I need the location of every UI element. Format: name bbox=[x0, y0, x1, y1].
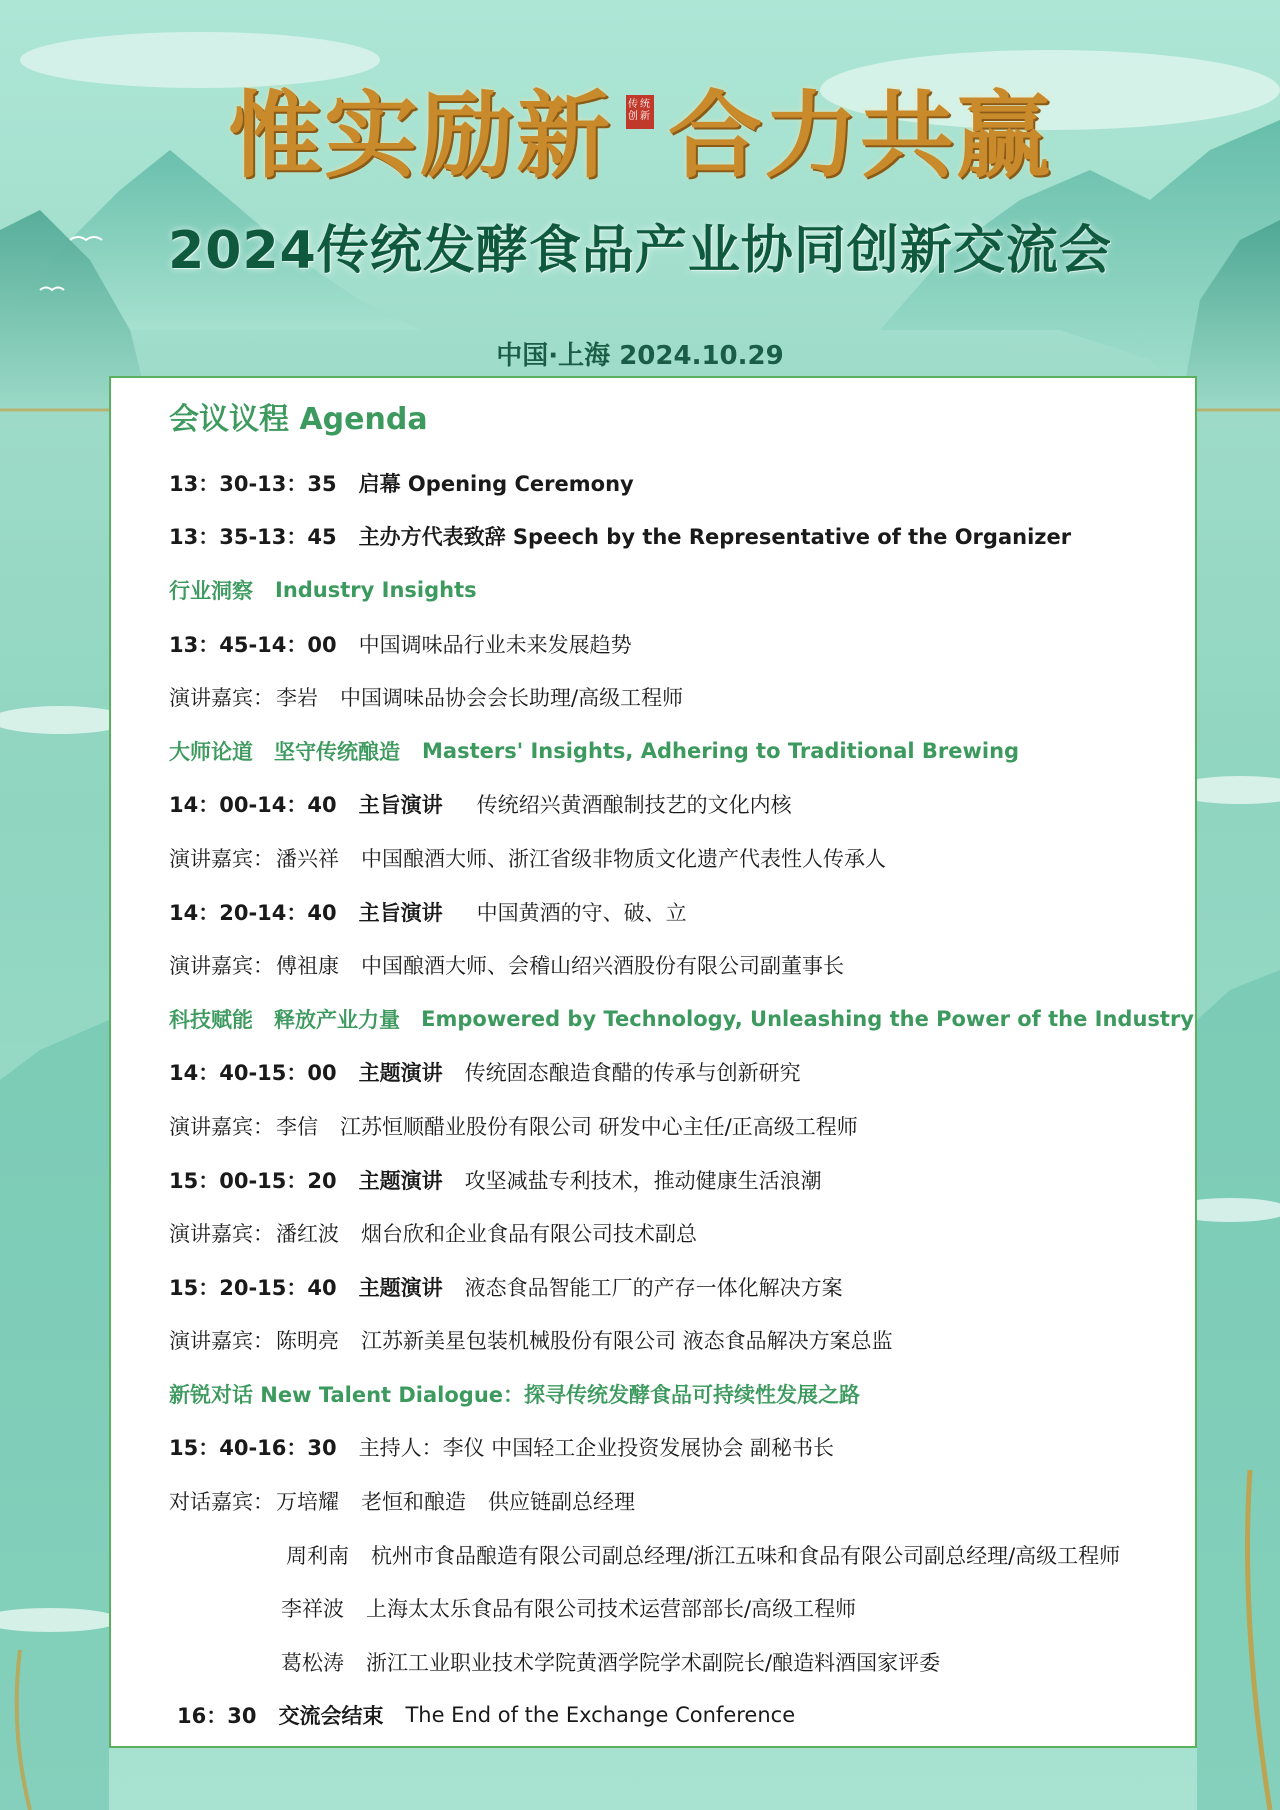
agenda-item bbox=[169, 1421, 1194, 1475]
speaker-name: 李岩 bbox=[276, 686, 318, 711]
agenda-item bbox=[169, 617, 1194, 671]
main-title: 2024传统发酵食品产业协同创新交流会 bbox=[168, 221, 1112, 281]
agenda-text: 传统绍兴黄酒酿制技艺的文化内核 bbox=[476, 793, 792, 818]
section-text: 新锐对话 New Talent Dialogue：探寻传统发酵食品可持续性发展之路 bbox=[169, 1382, 861, 1407]
speaker-label: 演讲嘉宾： bbox=[169, 1114, 274, 1139]
agenda-item bbox=[169, 778, 1194, 832]
agenda-text: The End of the Exchange Conference bbox=[405, 1703, 796, 1728]
agenda-text: 传统固态酿造食醋的传承与创新研究 bbox=[464, 1061, 801, 1086]
agenda-time: 14：40-15：00 bbox=[169, 1061, 337, 1086]
section-heading bbox=[169, 1367, 1194, 1421]
speaker-label: 演讲嘉宾： bbox=[169, 1222, 274, 1247]
section-cn: 行业洞察 bbox=[169, 578, 253, 603]
speaker-name: 傅祖康 bbox=[276, 954, 339, 979]
speaker-row bbox=[169, 1314, 1194, 1368]
speaker-row bbox=[169, 1099, 1194, 1153]
agenda-item bbox=[169, 1046, 1194, 1100]
agenda-text: 攻坚减盐专利技术，推动健康生活浪潮 bbox=[464, 1168, 822, 1193]
agenda-item bbox=[169, 510, 1194, 564]
speaker-desc: 烟台欣和企业食品有限公司技术副总 bbox=[361, 1222, 697, 1247]
guest-desc: 供应链副总经理 bbox=[488, 1490, 635, 1515]
agenda-end bbox=[169, 1689, 1194, 1743]
section-heading bbox=[169, 724, 1194, 778]
agenda-tag: 主旨演讲 bbox=[358, 793, 443, 818]
slogan-left: 惟实励新 bbox=[227, 80, 612, 191]
agenda-time: 13：45-14：00 bbox=[169, 632, 337, 657]
dialogue-guest-row bbox=[169, 1581, 1194, 1635]
speaker-row bbox=[169, 1206, 1194, 1260]
guest-name: 周利南 bbox=[286, 1543, 349, 1568]
agenda-text: 中国黄酒的守、破、立 bbox=[476, 900, 687, 925]
agenda-text: 中国调味品行业未来发展趋势 bbox=[358, 632, 632, 657]
section-heading bbox=[169, 563, 1194, 617]
guest-desc: 上海太太乐食品有限公司技术运营部部长/高级工程师 bbox=[366, 1597, 857, 1622]
agenda-tag: 交流会结束 bbox=[278, 1704, 384, 1729]
section-en: Empowered by Technology, Unleashing the Power of the Industry bbox=[421, 1006, 1194, 1031]
speaker-label: 演讲嘉宾： bbox=[169, 954, 274, 979]
agenda-tag: 主题演讲 bbox=[358, 1168, 443, 1193]
agenda-time: 14：20-14：40 bbox=[169, 900, 337, 925]
dialogue-guest-row bbox=[169, 1635, 1194, 1689]
agenda-text: 启幕 Opening Ceremony bbox=[358, 471, 634, 496]
agenda-text: 主办方代表致辞 Speech by the Representative of the Organizer bbox=[358, 525, 1072, 550]
speaker-desc: 江苏恒顺醋业股份有限公司 研发中心主任/正高级工程师 bbox=[340, 1114, 858, 1139]
guest-org: 老恒和酿造 bbox=[361, 1490, 466, 1515]
speaker-row bbox=[169, 670, 1194, 724]
slogan-right: 合力共赢 bbox=[668, 80, 1053, 191]
speaker-desc: 江苏新美星包装机械股份有限公司 液态食品解决方案总监 bbox=[361, 1329, 893, 1354]
guest-desc: 浙江工业职业技术学院黄酒学院学术副院长/酿造料酒国家评委 bbox=[366, 1650, 941, 1675]
agenda-time: 14：00-14：40 bbox=[169, 793, 337, 818]
speaker-row bbox=[169, 831, 1194, 885]
agenda-text: 液态食品智能工厂的产存一体化解决方案 bbox=[464, 1275, 843, 1300]
speaker-name: 潘兴祥 bbox=[276, 846, 339, 871]
agenda-time: 13：35-13：45 bbox=[169, 525, 337, 550]
speaker-desc: 中国酿酒大师、会稽山绍兴酒股份有限公司副董事长 bbox=[361, 954, 844, 979]
dialogue-guest-row bbox=[169, 1474, 1194, 1528]
agenda-title: 会议议程 Agenda bbox=[169, 402, 428, 437]
agenda-tag: 主旨演讲 bbox=[358, 900, 443, 925]
speaker-desc: 中国酿酒大师、浙江省级非物质文化遗产代表性人传承人 bbox=[361, 846, 886, 871]
agenda-tag: 主题演讲 bbox=[358, 1061, 443, 1086]
agenda-item bbox=[169, 456, 1194, 510]
agenda-tag: 主题演讲 bbox=[358, 1275, 443, 1300]
slogan-seal: 传统创新 bbox=[626, 95, 654, 129]
guest-desc: 杭州市食品酿造有限公司副总经理/浙江五味和食品有限公司副总经理/高级工程师 bbox=[371, 1543, 1121, 1568]
speaker-desc: 中国调味品协会会长助理/高级工程师 bbox=[340, 686, 684, 711]
guest-name: 葛松涛 bbox=[281, 1650, 344, 1675]
speaker-name: 潘红波 bbox=[276, 1222, 339, 1247]
agenda-time: 16：30 bbox=[177, 1704, 257, 1729]
agenda-time: 15：20-15：40 bbox=[169, 1275, 337, 1300]
speaker-label: 演讲嘉宾： bbox=[169, 686, 274, 711]
speaker-row bbox=[169, 938, 1194, 992]
guest-name: 万培耀 bbox=[276, 1490, 339, 1515]
agenda-item bbox=[169, 1260, 1194, 1314]
speaker-name: 陈明亮 bbox=[276, 1329, 339, 1354]
section-cn: 科技赋能 释放产业力量 bbox=[169, 1007, 400, 1032]
agenda-text: 主持人：李仪 中国轻工企业投资发展协会 副秘书长 bbox=[358, 1436, 834, 1461]
agenda-time: 13：30-13：35 bbox=[169, 471, 337, 496]
dialogue-guest-row bbox=[169, 1528, 1194, 1582]
agenda-time: 15：00-15：20 bbox=[169, 1168, 337, 1193]
section-cn: 大师论道 坚守传统酿造 bbox=[169, 739, 400, 764]
speaker-label: 演讲嘉宾： bbox=[169, 846, 274, 871]
speaker-name: 李信 bbox=[276, 1114, 318, 1139]
section-en: Industry Insights bbox=[275, 577, 477, 602]
section-heading bbox=[169, 992, 1194, 1046]
place-date: 中国·上海 2024.10.29 bbox=[496, 341, 784, 371]
agenda-panel bbox=[109, 376, 1197, 1748]
agenda-item bbox=[169, 885, 1194, 939]
guest-name: 李祥波 bbox=[281, 1597, 344, 1622]
section-en: Masters' Insights, Adhering to Traditional Brewing bbox=[422, 738, 1020, 763]
agenda-list bbox=[169, 456, 1194, 1742]
slogan-calligraphy bbox=[0, 62, 1280, 192]
guest-label: 对话嘉宾： bbox=[169, 1490, 274, 1515]
agenda-time: 15：40-16：30 bbox=[169, 1436, 337, 1461]
speaker-label: 演讲嘉宾： bbox=[169, 1329, 274, 1354]
agenda-item bbox=[169, 1153, 1194, 1207]
